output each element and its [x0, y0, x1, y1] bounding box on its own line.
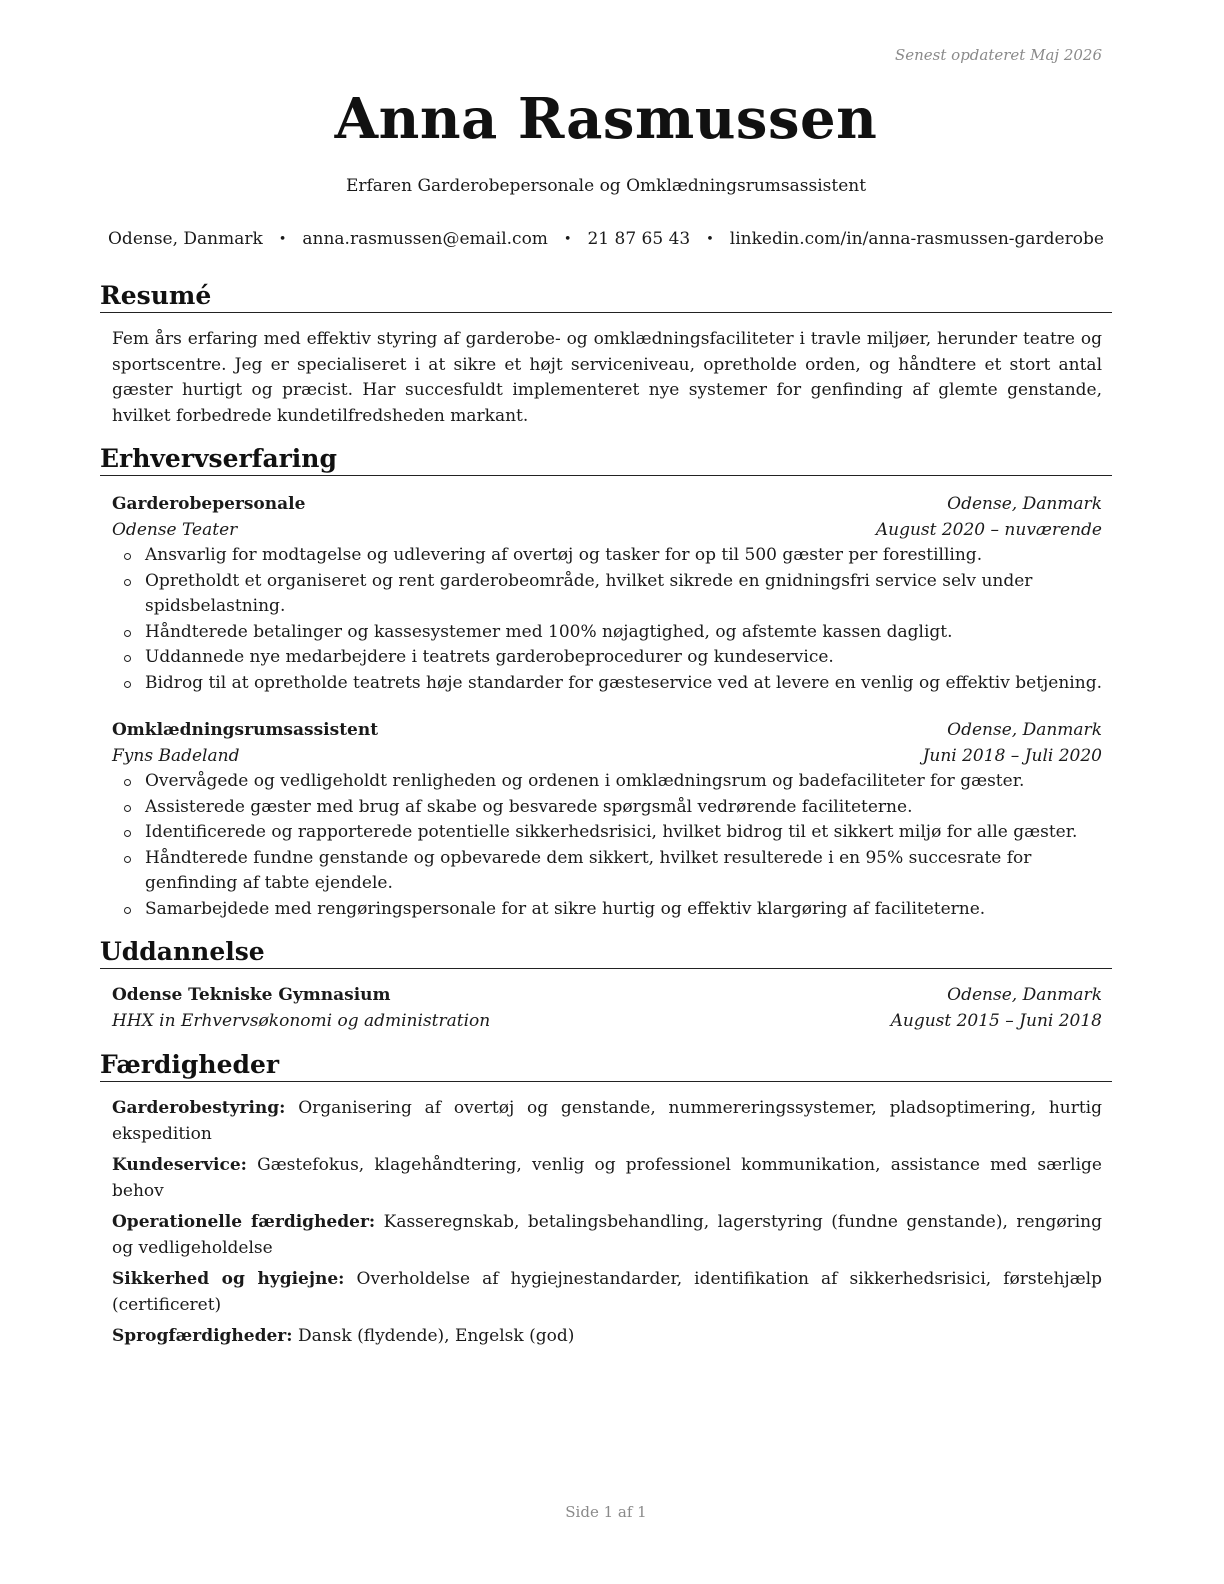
summary-text: Fem års erfaring med effektiv styring af garderobe- og omklædningsfaciliteter i travle miljøer, herunder teatre og sportscentre. Jeg er specialiseret i at sikre et højt serviceniveau, opretholde orden, og håndtere et stort antal gæster hurtigt og præcist. Har succesfuldt implementeret nye systemer for genfinding af glemte genstande, hvilket forbedrede kundetilfredsheden markant. [112, 329, 1102, 426]
page-number: Side 1 af 1 [565, 1503, 647, 1521]
skill-text: Dansk (flydende), Engelsk (god) [297, 1326, 575, 1346]
skill-text: Overholdelse af hygiejnestandarder, identifikation af sikkerhedsrisici, førstehjælp (certificeret) [112, 1269, 1102, 1315]
skill-label: Sprogfærdigheder: [112, 1326, 293, 1346]
list-item: Håndterede betalinger og kassesystemer med 100% nøjagtighed, og afstemte kassen dagligt. [122, 620, 1102, 646]
headline: Erfaren Garderobepersonale og Omklædningsrumsassistent [345, 176, 867, 196]
skill-item [112, 1267, 1102, 1318]
job-location: Odense, Danmark [947, 720, 1102, 740]
section-title: Resumé [100, 281, 1112, 313]
list-item: Bidrog til at opretholde teatrets høje standarder for gæsteservice ved at levere en venlig og effektiv betjening. [122, 671, 1102, 697]
contact-separator: • [563, 231, 572, 247]
job-location: Odense, Danmark [947, 494, 1102, 514]
skills-section [100, 1050, 1112, 1350]
skill-item [112, 1324, 1102, 1350]
job-dates: Juni 2018 – Juli 2020 [922, 745, 1102, 766]
skill-item [112, 1153, 1102, 1204]
skill-label: Kundeservice: [112, 1155, 247, 1175]
skill-text: Kasseregnskab, betalingsbehandling, lagerstyring (fundne genstande), rengøring og vedligeholdelse [112, 1212, 1102, 1258]
resume-page [100, 0, 1112, 1584]
section-title: Erhvervserfaring [100, 444, 1112, 476]
skill-label: Garderobestyring: [112, 1098, 286, 1118]
list-item: Håndterede fundne genstande og opbevarede dem sikkert, hvilket resulterede i en 95% succesrate for genfinding af tabte ejendele. [122, 846, 1102, 897]
job-dates: August 2020 – nuværende [875, 519, 1102, 540]
list-item: Uddannede nye medarbejdere i teatrets garderobeprocedurer og kundeservice. [122, 645, 1102, 671]
education-dates: August 2015 – Juni 2018 [890, 1010, 1102, 1031]
skill-text: Gæstefokus, klagehåndtering, venlig og professionel kommunikation, assistance med særlige behov [112, 1155, 1102, 1201]
list-item: Identificerede og rapporterede potentielle sikkerhedsrisici, hvilket bidrog til et sikkert miljø for alle gæster. [122, 820, 1102, 846]
contact-phone: 21 87 65 43 [587, 229, 691, 249]
experience-section [100, 444, 1112, 922]
job-bullets [112, 543, 1102, 696]
job-company: Odense Teater [112, 519, 238, 540]
school-name: Odense Tekniske Gymnasium [112, 985, 391, 1005]
contact-separator: • [706, 231, 714, 247]
skill-label: Sikkerhed og hygiejne: [112, 1269, 345, 1289]
contact-separator: • [278, 231, 287, 247]
contact-line [100, 229, 1112, 249]
skill-item [112, 1096, 1102, 1147]
job-bullets [112, 769, 1102, 922]
job-entry [112, 492, 1102, 696]
contact-linkedin[interactable]: linkedin.com/in/anna-rasmussen-garderobe [729, 229, 1104, 249]
skill-label: Operationelle færdigheder: [112, 1212, 376, 1232]
section-title: Færdigheder [100, 1050, 1112, 1082]
job-role: Garderobepersonale [112, 494, 306, 514]
skill-text: Organisering af overtøj og genstande, nummereringssystemer, pladsoptimering, hurtig ekspedition [112, 1098, 1102, 1144]
list-item: Overvågede og vedligeholdt renligheden og ordenen i omklædningsrum og badefaciliteter for gæster. [122, 769, 1102, 795]
summary-section [100, 281, 1112, 429]
degree: HHX in Erhvervsøkonomi og administration [112, 1010, 491, 1031]
job-entry [112, 718, 1102, 922]
school-location: Odense, Danmark [947, 985, 1102, 1005]
job-role: Omklædningsrumsassistent [112, 720, 379, 740]
contact-email[interactable]: anna.rasmussen@email.com [302, 229, 548, 249]
section-title: Uddannelse [100, 937, 1112, 969]
list-item: Ansvarlig for modtagelse og udlevering af overtøj og tasker for op til 500 gæster per forestilling. [122, 543, 1102, 569]
job-company: Fyns Badeland [112, 745, 240, 766]
last-updated: Senest opdateret Maj 2026 [894, 46, 1102, 64]
list-item: Assisterede gæster med brug af skabe og besvarede spørgsmål vedrørende faciliteterne. [122, 795, 1102, 821]
education-section [100, 937, 1112, 1034]
list-item: Samarbejdede med rengøringspersonale for at sikre hurtig og effektiv klargøring af faciliteterne. [122, 897, 1102, 923]
list-item: Opretholdt et organiseret og rent garderobeområde, hvilket sikrede en gnidningsfri service selv under spidsbelastning. [122, 569, 1102, 620]
skill-item [112, 1210, 1102, 1261]
candidate-name: Anna Rasmussen [334, 86, 878, 152]
contact-location: Odense, Danmark [108, 229, 263, 249]
education-entry [112, 983, 1102, 1034]
